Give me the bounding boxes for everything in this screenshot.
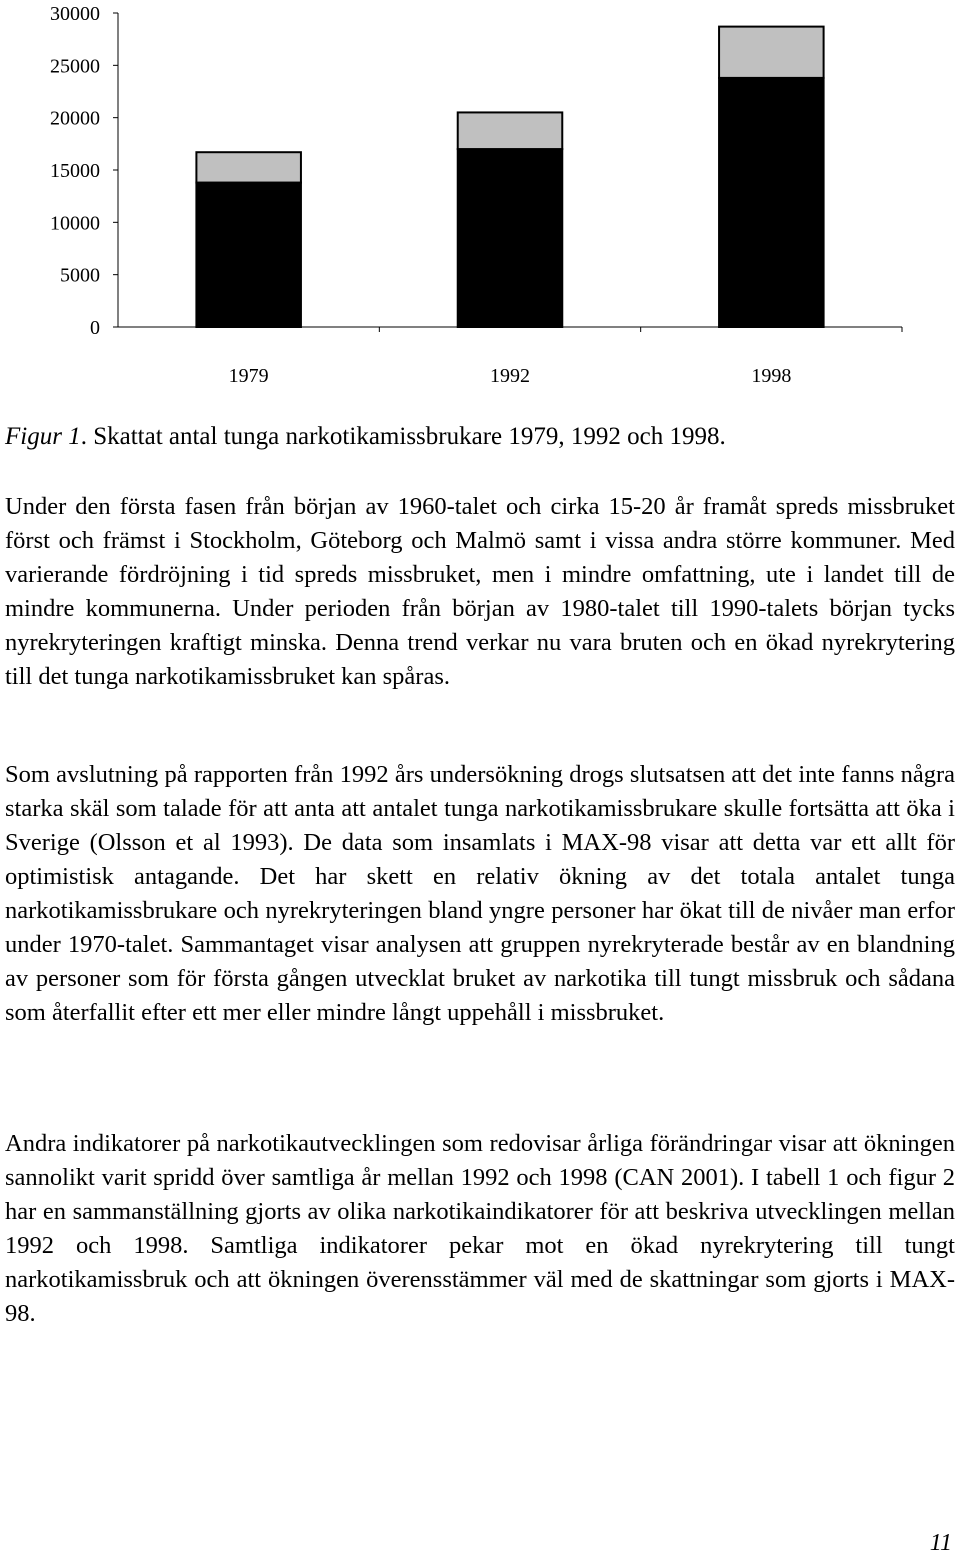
figure-caption-text: . Skattat antal tunga narkotikamissbrukare 1979, 1992 och 1998.: [80, 423, 726, 450]
bar-segment-1992-upper: [458, 112, 563, 149]
y-tick-label: 15000: [50, 160, 100, 182]
bar-segment-1979-upper: [196, 152, 301, 182]
paragraph-3: Andra indikatorer på narkotikautvecklingen som redovisar årliga förändringar visar att ökningen sannolikt varit spridd över samtliga år mellan 1992 och 1998 (CAN 2001). I tabell 1 och figur 2 har en sammanställning gjorts av olika narkotikaindikatorer för att beskriva utvecklingen mellan 1992 och 1998. Samtliga indikatorer pekar mot en ökad nyrekrytering till tungt narkotikamissbruk och att ökningen överensstämmer väl med de skattningar som gjorts i MAX-98.: [5, 1130, 955, 1327]
bar-segment-1979-lower: [196, 183, 301, 327]
y-tick-label: 10000: [50, 212, 100, 235]
paragraph-2: Som avslutning på rapporten från 1992 års undersökning drogs slutsatsen att det inte fanns några starka skäl som talade för att anta att antalet tunga narkotikamissbrukare skulle fortsätta att öka i Sverige (Olsson et al 1993). De data som insamlats i MAX-98 visar att detta var ett allt för optimistisk antagande. Det har skett en relativ ökning av det totala antalet tunga narkotikamissbrukare och nyrekryteringen bland yngre personer har ökat till de nivåer man erfor under 1970-talet. Sammantaget visar analysen att gruppen nyrekryterade består av en blandning av personer som för första gången utvecklat bruket av narkotika till tungt missbruk och sådana som återfallit efter ett mer eller mindre långt uppehåll i missbruket.: [5, 761, 955, 1026]
figure-caption: [5, 422, 955, 452]
page-number: 11: [929, 1530, 952, 1556]
bar-segment-1998-lower: [719, 78, 824, 327]
x-tick-label: 1979: [228, 365, 269, 387]
x-tick-label: 1998: [751, 365, 792, 387]
paragraph-1: Under den första fasen från början av 1960-talet och cirka 15-20 år framåt spreds missbruket först och främst i Stockholm, Göteborg och Malmö samt i vissa andra större kommuner. Med varierande fördröjning i tid spreds missbruket, men i mindre omfattning, ute i landet till de mindre kommunerna. Under perioden från början av 1980-talet till 1990-talets början tycks nyrekryteringen kraftigt minska. Denna trend verkar nu vara bruten och en ökad nyrekrytering till det tunga narkotikamissbruket kan spåras.: [5, 493, 955, 690]
bar-segment-1998-upper: [719, 27, 824, 78]
y-tick-label: 5000: [60, 264, 100, 287]
y-tick-label: 30000: [50, 3, 100, 25]
x-tick-label: 1992: [490, 365, 530, 387]
bars: [196, 27, 823, 327]
y-tick-label: 20000: [50, 107, 100, 130]
x-axis-labels: [229, 327, 902, 387]
stacked-bar-chart: [0, 0, 960, 400]
y-axis-ticks: [50, 3, 118, 339]
figure-label: Figur 1: [5, 423, 81, 450]
y-tick-label: 0: [90, 317, 100, 339]
bar-segment-1992-lower: [458, 149, 563, 327]
y-tick-label: 25000: [50, 55, 100, 78]
